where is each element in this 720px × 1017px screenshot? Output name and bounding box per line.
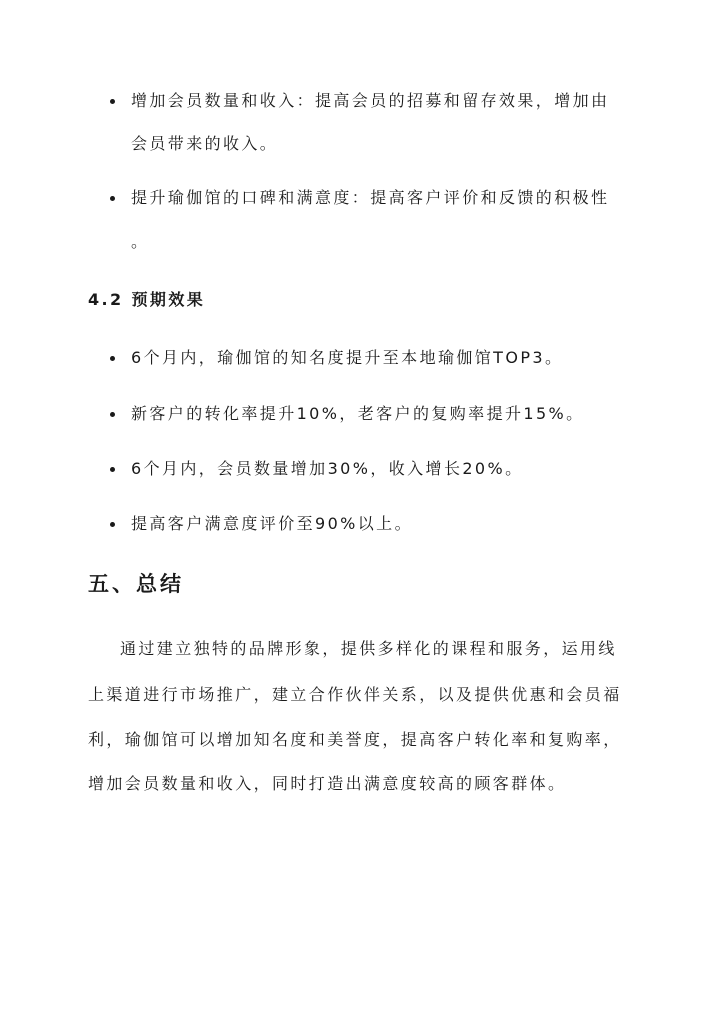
list-item-text: 增加会员数量和收入：提高会员的招募和留存效果，增加由 bbox=[131, 91, 610, 110]
paragraph-line: 通过建立独特的品牌形象，提供多样化的课程和服务，运用线 bbox=[120, 639, 617, 658]
section-heading-4-2: 4.2 预期效果 bbox=[88, 290, 206, 309]
bullet-icon bbox=[110, 522, 115, 527]
list-item-text: 提高客户满意度评价至90%以上。 bbox=[131, 514, 413, 533]
list-item-text: 6个月内，瑜伽馆的知名度提升至本地瑜伽馆TOP3。 bbox=[131, 348, 564, 367]
bullet-icon bbox=[110, 356, 115, 361]
list-item-text: 提升瑜伽馆的口碑和满意度：提高客户评价和反馈的积极性 bbox=[131, 188, 610, 207]
section-heading-5: 五、总结 bbox=[88, 572, 184, 596]
paragraph-line: 利，瑜伽馆可以增加知名度和美誉度，提高客户转化率和复购率， bbox=[88, 730, 622, 749]
list-item-text: 新客户的转化率提升10%，老客户的复购率提升15%。 bbox=[131, 404, 585, 423]
paragraph-line: 增加会员数量和收入，同时打造出满意度较高的顾客群体。 bbox=[88, 774, 567, 793]
bullet-icon bbox=[110, 412, 115, 417]
list-item-text-continued: 。 bbox=[131, 232, 150, 251]
paragraph-line: 上渠道进行市场推广，建立合作伙伴关系，以及提供优惠和会员福 bbox=[88, 685, 622, 704]
list-item-text: 6个月内，会员数量增加30%，收入增长20%。 bbox=[131, 459, 524, 478]
bullet-icon bbox=[110, 196, 115, 201]
bullet-icon bbox=[110, 99, 115, 104]
bullet-icon bbox=[110, 467, 115, 472]
list-item-text-continued: 会员带来的收入。 bbox=[131, 134, 279, 153]
